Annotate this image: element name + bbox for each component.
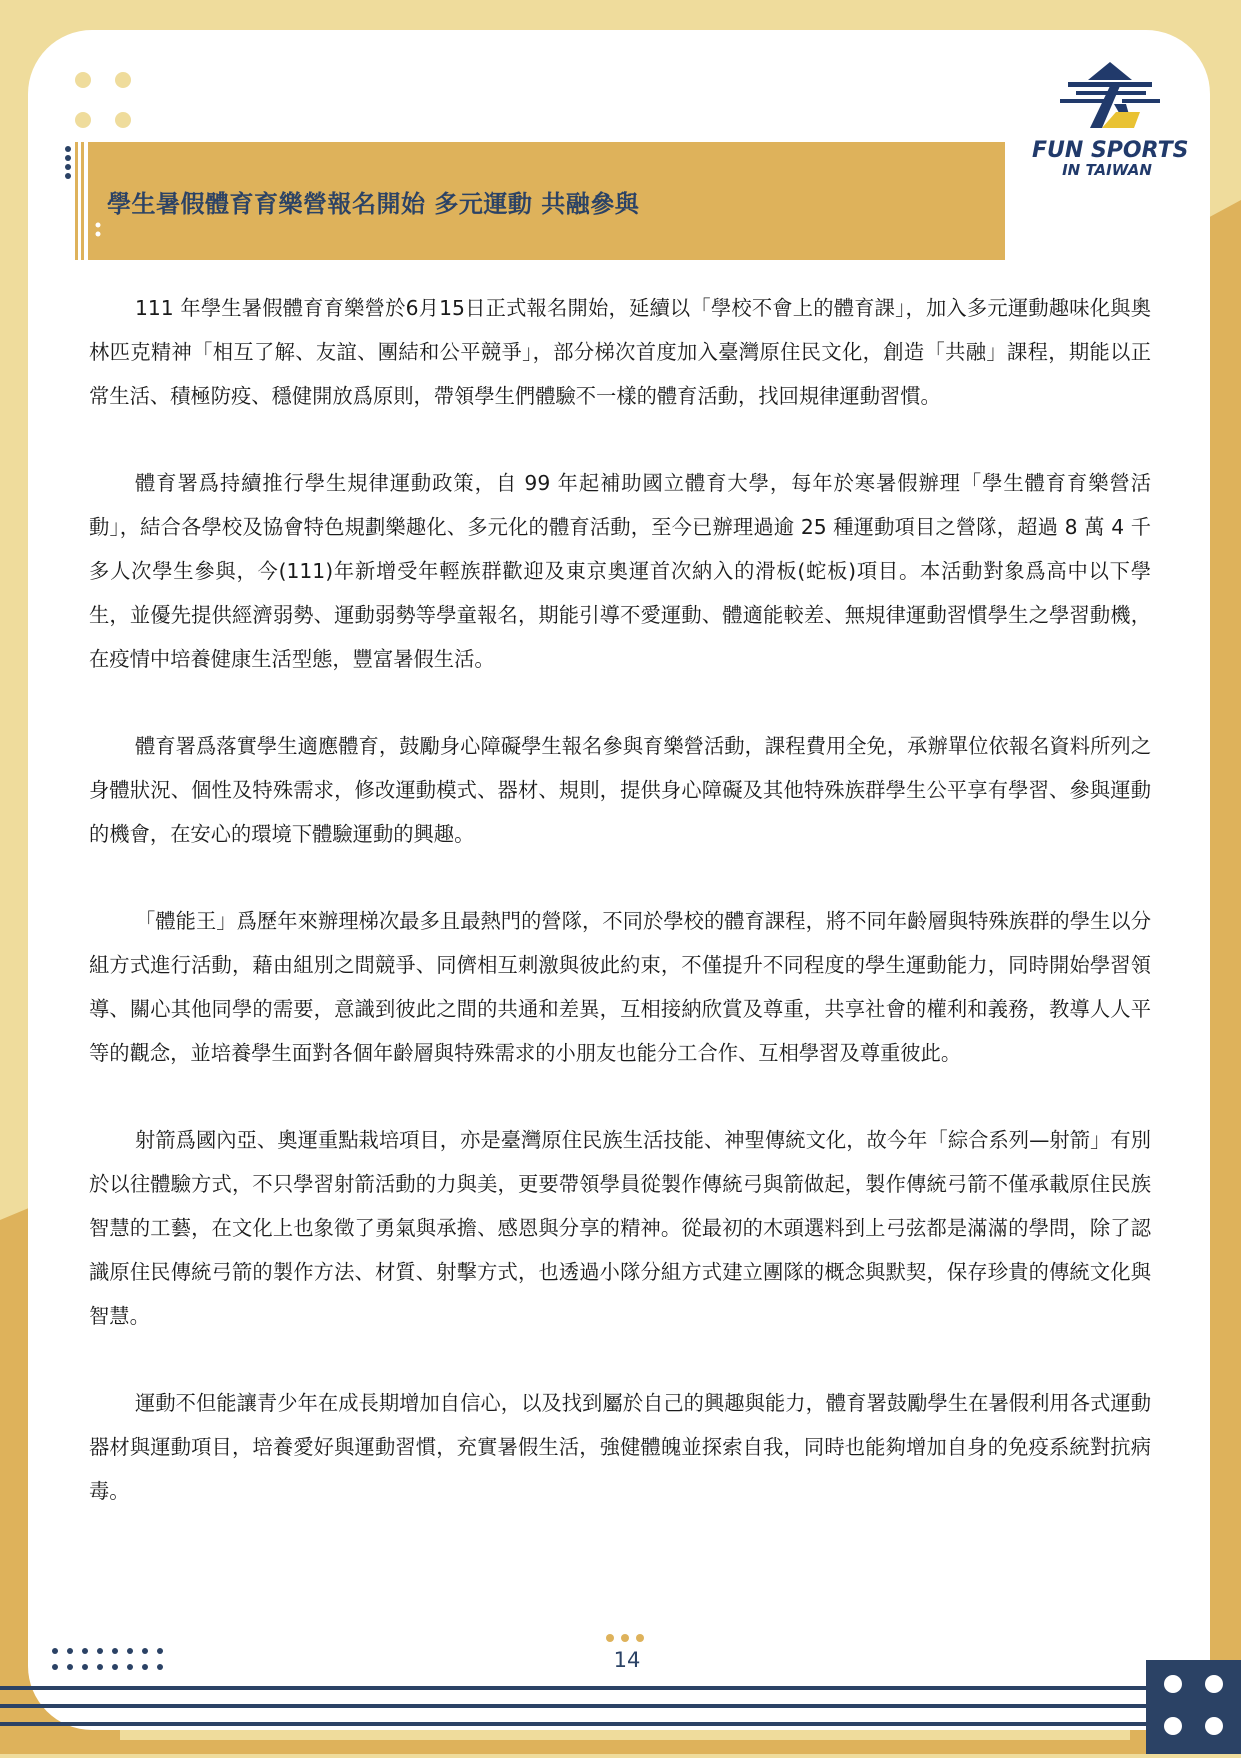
- page-number: 14: [613, 1648, 641, 1672]
- banner-stripe: [81, 142, 84, 260]
- paragraph: 體育署爲落實學生適應體育，鼓勵身心障礙學生報名參與育樂營活動，課程費用全免，承辦單位依報名資料所列之身體狀況、個性及特殊需求，修改運動模式、器材、規則，提供身心障礙及其他特殊族群學生公平享有學習、參與運動的機會，在安心的環境下體驗運動的興趣。: [89, 734, 1151, 846]
- footer-stripes: [0, 1680, 1241, 1754]
- logo-wordmark: FUN SPORTS: [1032, 138, 1189, 163]
- corner-dots: [1146, 1660, 1241, 1754]
- banner-dots: [64, 145, 72, 181]
- banner-dots: [95, 222, 101, 238]
- paragraph: 射箭爲國內亞、奧運重點栽培項目，亦是臺灣原住民族生活技能、神聖傳統文化，故今年「綜合系列—射箭」有別於以往體驗方式，不只學習射箭活動的力與美，更要帶領學員從製作傳統弓與箭做起，製作傳統弓箭不僅承載原住民族智慧的工藝，在文化上也象徵了勇氣與承擔、感恩與分享的精神。從最初的木頭選料到上弓弦都是滿滿的學問，除了認識原住民傳統弓箭的製作方法、材質、射擊方式，也透過小隊分組方式建立團隊的概念與默契，保存珍貴的傳統文化與智慧。: [89, 1128, 1151, 1328]
- corner-decoration: [1146, 1660, 1241, 1754]
- page-title: 學生暑假體育育樂營報名開始 多元運動 共融參與: [107, 190, 640, 218]
- paragraph: 運動不但能讓青少年在成長期增加自信心，以及找到屬於自己的興趣與能力，體育署鼓勵學生在暑假利用各式運動器材與運動項目，培養愛好與運動習慣，充實暑假生活，強健體魄並探索自我，同時也能夠增加自身的免疫系統對抗病毒。: [89, 1391, 1151, 1503]
- decorative-dots: [51, 1647, 171, 1673]
- banner-stripe: [75, 142, 78, 260]
- logo-tagline: IN TAIWAN: [1062, 161, 1152, 179]
- paragraph: 111 年學生暑假體育育樂營於6月15日正式報名開始，延續以「學校不會上的體育課」，加入多元運動趣味化與奧林匹克精神「相互了解、友誼、團結和公平競爭」，部分梯次首度加入臺灣原住民文化，創造「共融」課程，期能以正常生活、積極防疫、穩健開放爲原則，帶領學生們體驗不一樣的體育活動，找回規律運動習慣。: [89, 296, 1151, 408]
- paragraph: 「體能王」爲歷年來辦理梯次最多且最熱門的營隊，不同於學校的體育課程，將不同年齡層與特殊族群的學生以分組方式進行活動，藉由組別之間競爭、同儕相互刺激與彼此約束，不僅提升不同程度的學生運動能力，同時開始學習領導、關心其他同學的需要，意識到彼此之間的共通和差異，互相接納欣賞及尊重，共享社會的權利和義務，教導人人平等的觀念，並培養學生面對各個年齡層與特殊需求的小朋友也能分工合作、互相學習及尊重彼此。: [89, 909, 1151, 1065]
- article-body: [89, 286, 1151, 1556]
- decorative-dots: [74, 72, 134, 132]
- paragraph: 體育署爲持續推行學生規律運動政策，自 99 年起補助國立體育大學，每年於寒暑假辦理「學生體育育樂營活動」，結合各學校及協會特色規劃樂趣化、多元化的體育活動，至今已辦理過逾 25 種運動項目之營隊，超過 8 萬 4 千多人次學生參與，今(111)年新增受年輕族群歡迎及東京奧運首次納入的滑板(蛇板)項目。本活動對象爲高中以下學生，並優先提供經濟弱勢、運動弱勢等學童報名，期能引導不愛運動、體適能較差、無規律運動習慣學生之學習動機，在疫情中培養健康生活型態，豐富暑假生活。: [89, 471, 1151, 671]
- page-number-dots: [605, 1633, 645, 1643]
